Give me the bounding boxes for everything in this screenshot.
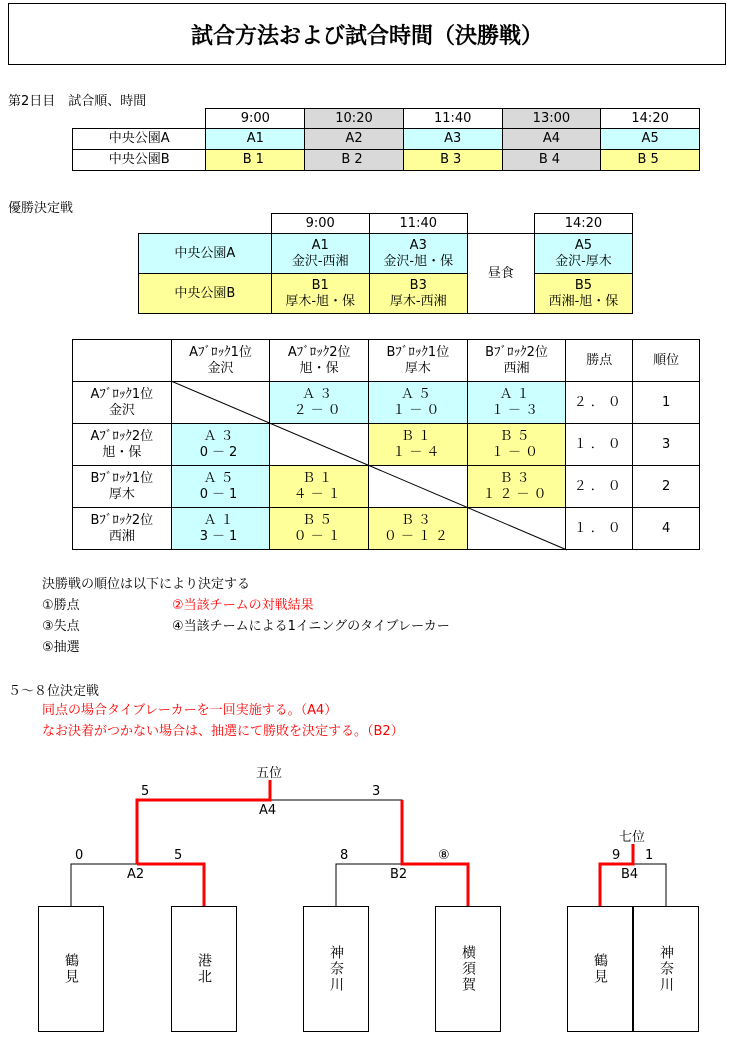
team-name: 鶴見	[592, 953, 608, 985]
venue-label: 中央公園B	[139, 274, 272, 314]
game-cell: A2	[305, 129, 404, 150]
b4-left-score: 9	[612, 848, 621, 863]
result-cell: Ａ５ １－０	[369, 382, 468, 424]
game-cell: B5 西湘-旭・保	[534, 274, 632, 314]
time-header: 13:00	[502, 109, 601, 129]
final-heading: 優勝決定戦	[8, 201, 74, 216]
a2-game-code: A2	[127, 867, 145, 882]
a4-left-score: 5	[141, 784, 150, 799]
team-header: Bﾌﾞﾛｯｸ2位 西湘	[467, 340, 566, 382]
rank-cell: 2	[633, 466, 700, 508]
b2-right-score: ⑧	[438, 848, 450, 863]
team-header: Bﾌﾞﾛｯｸ1位 厚木	[369, 340, 468, 382]
time-header: 11:40	[403, 109, 502, 129]
team-row-label: Bﾌﾞﾛｯｸ1位 厚木	[73, 466, 172, 508]
time-header: 14:20	[601, 109, 700, 129]
lunch-cell: 昼食	[467, 234, 534, 314]
result-cell: Ａ１ １－３	[467, 382, 566, 424]
team-box	[567, 906, 633, 1032]
team-row-label: Aﾌﾞﾛｯｸ1位 金沢	[73, 382, 172, 424]
a4-game-code: A4	[259, 803, 277, 818]
placement-heading: ５～８位決定戦	[8, 684, 100, 699]
game-cell: B5	[601, 150, 700, 171]
result-cell: Ｂ３ １２－０	[467, 466, 566, 508]
rule-3: ③失点	[42, 619, 80, 634]
points-header: 勝点	[566, 340, 633, 382]
result-cell: Ａ５ 0－1	[171, 466, 270, 508]
game-cell: B3 厚木-西湘	[369, 274, 467, 314]
venue-label: 中央公園A	[73, 129, 206, 150]
game-cell: A3 金沢-旭・保	[369, 234, 467, 274]
b4-game-code: B4	[621, 867, 639, 882]
points-cell: ２．０	[566, 382, 633, 424]
result-cell: Ｂ１ １－４	[369, 424, 468, 466]
game-cell: B1	[206, 150, 305, 171]
team-row-label: Bﾌﾞﾛｯｸ2位 西湘	[73, 508, 172, 550]
time-header: 9:00	[206, 109, 305, 129]
team-name: 神奈川	[658, 945, 674, 993]
team-name: 横須賀	[460, 945, 476, 993]
a2-right-score: 5	[174, 848, 183, 863]
result-cell: Ａ３ 0－2	[171, 424, 270, 466]
day2-heading: 第2日目 試合順、時間	[8, 94, 147, 109]
time-header: 11:40	[369, 214, 467, 234]
team-name: 神奈川	[328, 945, 344, 993]
game-cell: A4	[502, 129, 601, 150]
rank-cell: 4	[633, 508, 700, 550]
team-box	[633, 906, 699, 1032]
rule-1: ①勝点	[42, 598, 80, 613]
game-cell: B4	[502, 150, 601, 171]
team-box	[38, 906, 104, 1032]
rank-cell: 1	[633, 382, 700, 424]
team-name: 鶴見	[63, 953, 79, 985]
result-cell: Ａ１ 3－1	[171, 508, 270, 550]
placement-note-2: なお決着がつかない場合は、抽選にて勝敗を決定する。（B2）	[42, 724, 404, 739]
result-cell: Ｂ１ ４－１	[270, 466, 369, 508]
points-cell: ２．０	[566, 466, 633, 508]
team-box	[303, 906, 369, 1032]
fifth-place-label: 五位	[256, 766, 283, 781]
result-cell: Ｂ５ ０－１	[270, 508, 369, 550]
rule-4: ④当該チームによる1イニングのタイブレーカー	[172, 619, 450, 634]
result-cell: Ｂ５ １－０	[467, 424, 566, 466]
result-cell: Ｂ３ ０－１２	[369, 508, 468, 550]
points-cell: １．０	[566, 508, 633, 550]
team-box	[171, 906, 237, 1032]
game-cell: A1 金沢-西湘	[271, 234, 369, 274]
rules-intro: 決勝戦の順位は以下により決定する	[42, 577, 251, 592]
team-name: 港北	[196, 953, 212, 985]
b4-right-score: 1	[645, 848, 654, 863]
venue-label: 中央公園A	[139, 234, 272, 274]
rank-header: 順位	[633, 340, 700, 382]
game-cell: A3	[403, 129, 502, 150]
game-cell: A1	[206, 129, 305, 150]
venue-label: 中央公園B	[73, 150, 206, 171]
rank-cell: 3	[633, 424, 700, 466]
team-row-label: Aﾌﾞﾛｯｸ2位 旭・保	[73, 424, 172, 466]
page-title: 試合方法および試合時間（決勝戦）	[8, 3, 726, 65]
b2-left-score: 8	[340, 848, 349, 863]
a2-left-score: 0	[75, 848, 84, 863]
a4-right-score: 3	[372, 784, 381, 799]
time-header: 14:20	[534, 214, 632, 234]
rule-5: ⑤抽選	[42, 640, 80, 655]
game-cell: A5	[601, 129, 700, 150]
b2-game-code: B2	[390, 867, 408, 882]
rule-2: ②当該チームの対戦結果	[172, 598, 314, 613]
team-header: Aﾌﾞﾛｯｸ2位 旭・保	[270, 340, 369, 382]
team-header: Aﾌﾞﾛｯｸ1位 金沢	[171, 340, 270, 382]
points-cell: １．０	[566, 424, 633, 466]
team-box	[435, 906, 501, 1032]
placement-note-1: 同点の場合タイブレーカーを一回実施する。（A4）	[42, 703, 338, 718]
game-cell: B2	[305, 150, 404, 171]
seventh-place-label: 七位	[619, 830, 646, 845]
time-header: 9:00	[271, 214, 369, 234]
game-cell: B3	[403, 150, 502, 171]
game-cell: B1 厚木-旭・保	[271, 274, 369, 314]
time-header: 10:20	[305, 109, 404, 129]
game-cell: A5 金沢-厚木	[534, 234, 632, 274]
result-cell: Ａ３ ２－０	[270, 382, 369, 424]
